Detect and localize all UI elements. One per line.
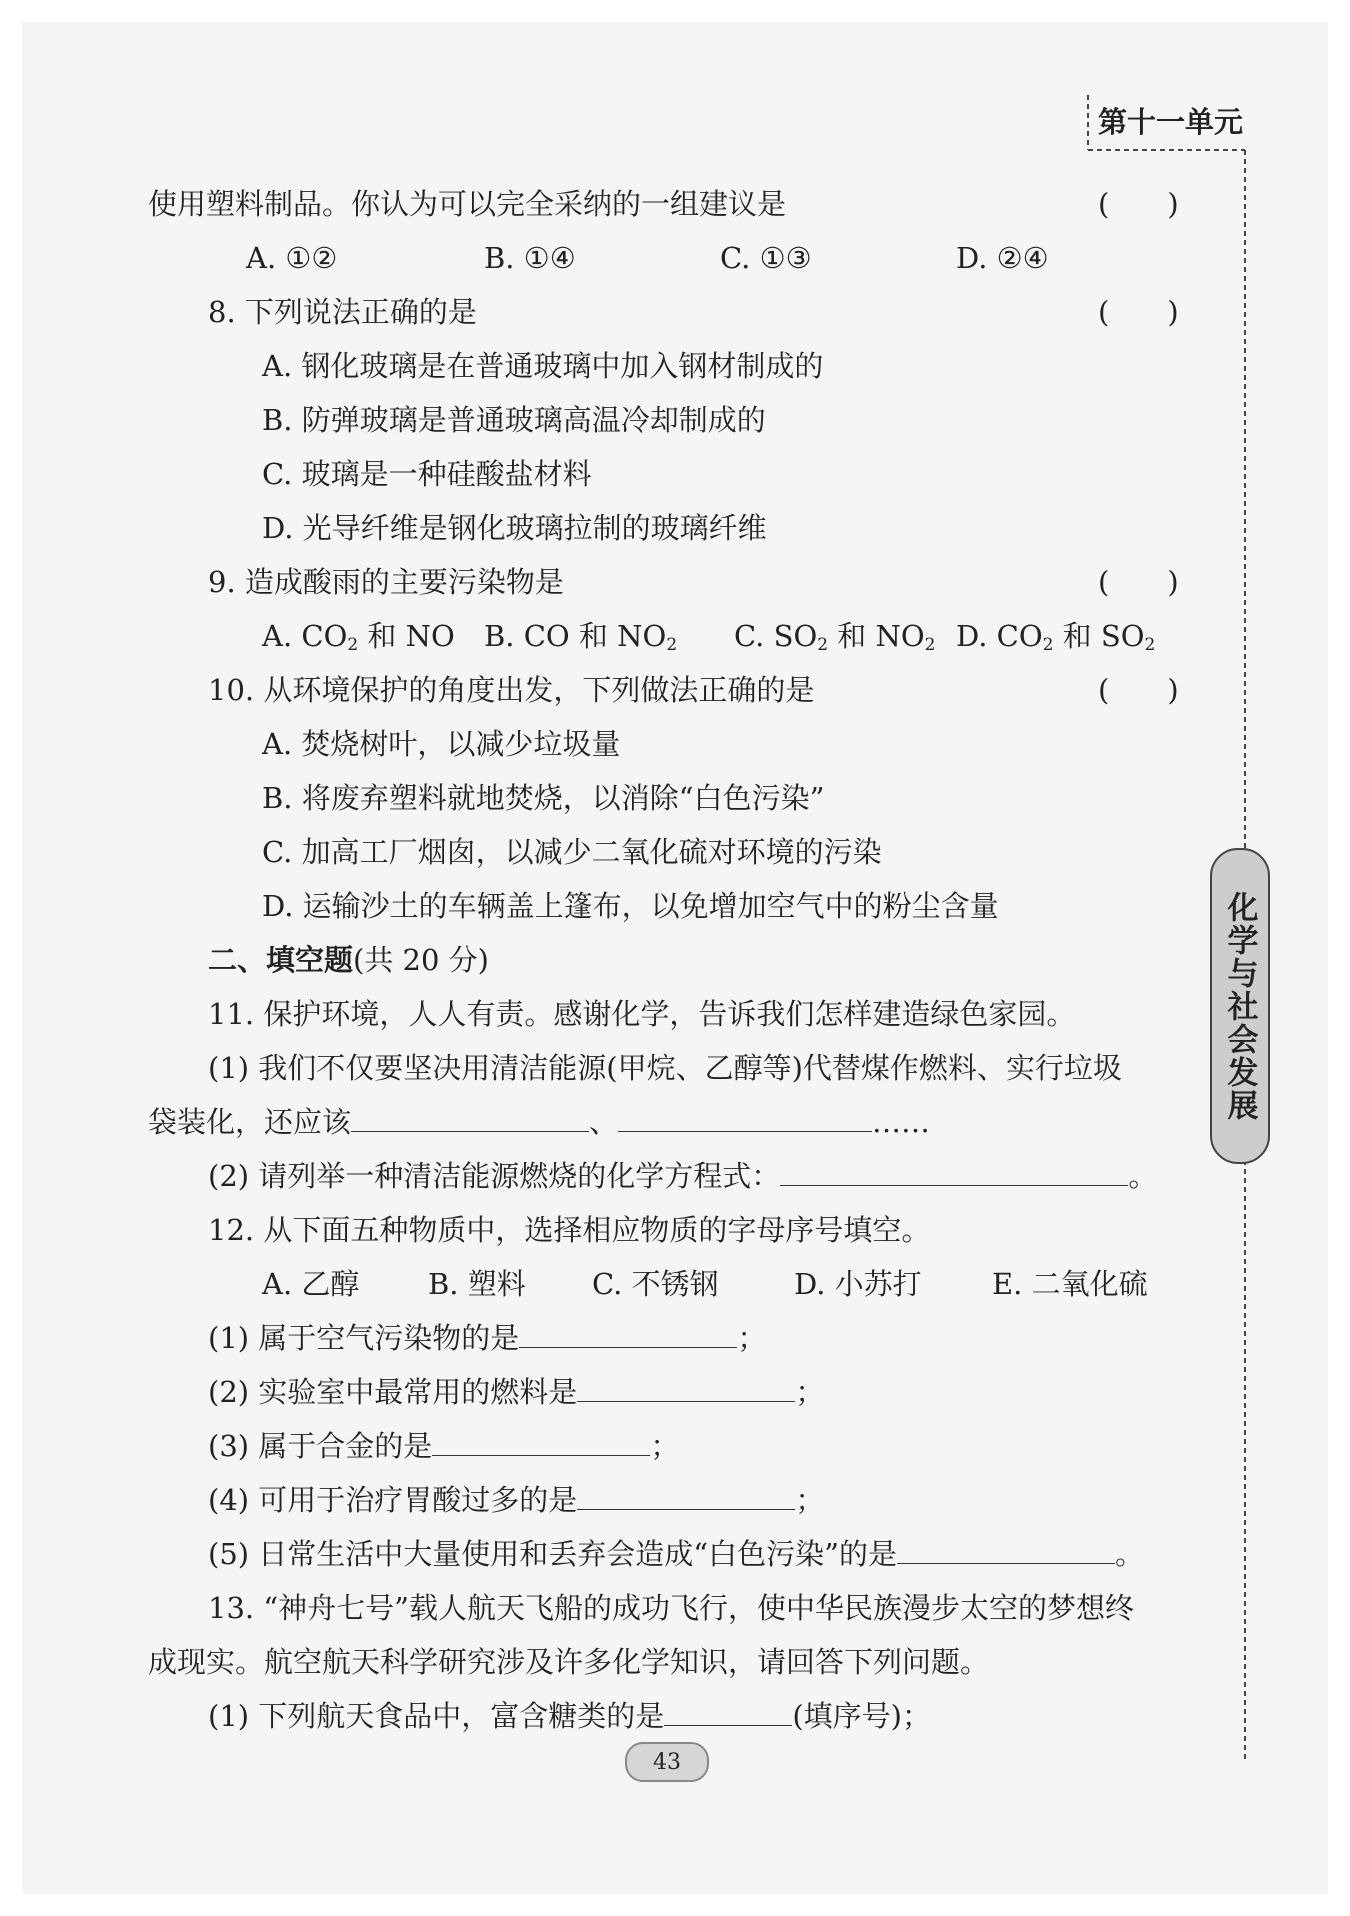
q11-blank-2[interactable]: [618, 1105, 872, 1132]
q12-option-e: E. 二氧化硫: [992, 1267, 1148, 1301]
q9-option-a: A. $CO_2$ 和 NO: [262, 619, 455, 655]
page-number: 43: [625, 1742, 709, 1782]
q7-tail: 使用塑料制品。你认为可以完全采纳的一组建议是: [148, 187, 787, 221]
q8-answer-paren: ( ): [1098, 295, 1179, 329]
q12-item-1: (1) 属于空气污染物的是 ；: [208, 1321, 767, 1355]
q12-blank-5[interactable]: [897, 1537, 1115, 1564]
q12-blank-3[interactable]: [432, 1429, 650, 1456]
q12-option-a: A. 乙醇: [262, 1267, 360, 1301]
q8-option-b: B. 防弹玻璃是普通玻璃高温冷却制成的: [262, 403, 766, 437]
q11-blank-1[interactable]: [351, 1105, 589, 1132]
q13-stem-line1: 13. “神舟七号”载人航天飞船的成功飞行，使中华民族漫步太空的梦想终: [208, 1591, 1134, 1625]
side-chapter-tab: [1210, 848, 1270, 1164]
q13-stem-line2: 成现实。航空航天科学研究涉及许多化学知识，请回答下列问题。: [148, 1645, 990, 1679]
q11-stem: 11. 保护环境，人人有责。感谢化学，告诉我们怎样建造绿色家园。: [208, 997, 1076, 1031]
q13-blank-1[interactable]: [664, 1699, 792, 1726]
q8-stem: 8. 下列说法正确的是: [208, 295, 477, 329]
q11-blank-3[interactable]: [780, 1159, 1128, 1186]
q8-option-a: A. 钢化玻璃是在普通玻璃中加入钢材制成的: [262, 349, 824, 383]
q10-option-c: C. 加高工厂烟囱，以减少二氧化硫对环境的污染: [262, 835, 882, 869]
q10-option-d: D. 运输沙土的车辆盖上篷布，以免增加空气中的粉尘含量: [262, 889, 999, 923]
q12-item-4: (4) 可用于治疗胃酸过多的是 ；: [208, 1483, 825, 1517]
q12-blank-4[interactable]: [577, 1483, 795, 1510]
q10-option-b: B. 将废弃塑料就地焚烧，以消除“白色污染”: [262, 781, 825, 815]
q12-item-2: (2) 实验室中最常用的燃料是 ；: [208, 1375, 825, 1409]
q7-answer-paren: ( ): [1098, 187, 1179, 221]
section-2-heading: 二、填空题(共 20 分): [208, 943, 489, 977]
q7-option-d: D. ②④: [956, 241, 1049, 275]
q11-part2: (2) 请列举一种清洁能源燃烧的化学方程式： 。: [208, 1159, 1158, 1193]
q10-option-a: A. 焚烧树叶，以减少垃圾量: [262, 727, 621, 761]
q9-option-b: B. CO 和 $NO_2$: [484, 619, 678, 655]
q9-answer-paren: ( ): [1098, 565, 1179, 599]
q12-option-b: B. 塑料: [428, 1267, 526, 1301]
q7-option-b: B. ①④: [484, 241, 576, 275]
q9-stem: 9. 造成酸雨的主要污染物是: [208, 565, 564, 599]
q10-answer-paren: ( ): [1098, 673, 1179, 707]
q10-stem: 10. 从环境保护的角度出发，下列做法正确的是: [208, 673, 815, 707]
q12-option-c: C. 不锈钢: [592, 1267, 719, 1301]
q7-option-a: A. ①②: [246, 241, 338, 275]
unit-title: 第十一单元: [1098, 105, 1244, 139]
q12-stem: 12. 从下面五种物质中，选择相应物质的字母序号填空。: [208, 1213, 931, 1247]
q7-option-c: C. ①③: [720, 241, 812, 275]
q11-part1-line2: 袋装化，还应该 、 ……: [148, 1105, 931, 1139]
side-chapter-label: 化学与社会发展: [1221, 890, 1258, 1122]
q9-option-c: C. $SO_2$ 和 $NO_2$: [734, 619, 936, 655]
q9-option-d: D. $CO_2$ 和 $SO_2$: [956, 619, 1156, 655]
q12-item-5: (5) 日常生活中大量使用和丢弃会造成“白色污染”的是 。: [208, 1537, 1144, 1571]
q12-blank-1[interactable]: [519, 1321, 737, 1348]
q8-option-c: C. 玻璃是一种硅酸盐材料: [262, 457, 592, 491]
q13-part1: (1) 下列航天食品中，富含糖类的是 (填序号)；: [208, 1699, 931, 1733]
q11-part1-line1: (1) 我们不仅要坚决用清洁能源(甲烷、乙醇等)代替煤作燃料、实行垃圾: [208, 1051, 1122, 1085]
q8-option-d: D. 光导纤维是钢化玻璃拉制的玻璃纤维: [262, 511, 767, 545]
q12-item-3: (3) 属于合金的是 ；: [208, 1429, 680, 1463]
q12-blank-2[interactable]: [577, 1375, 795, 1402]
q12-option-d: D. 小苏打: [794, 1267, 922, 1301]
